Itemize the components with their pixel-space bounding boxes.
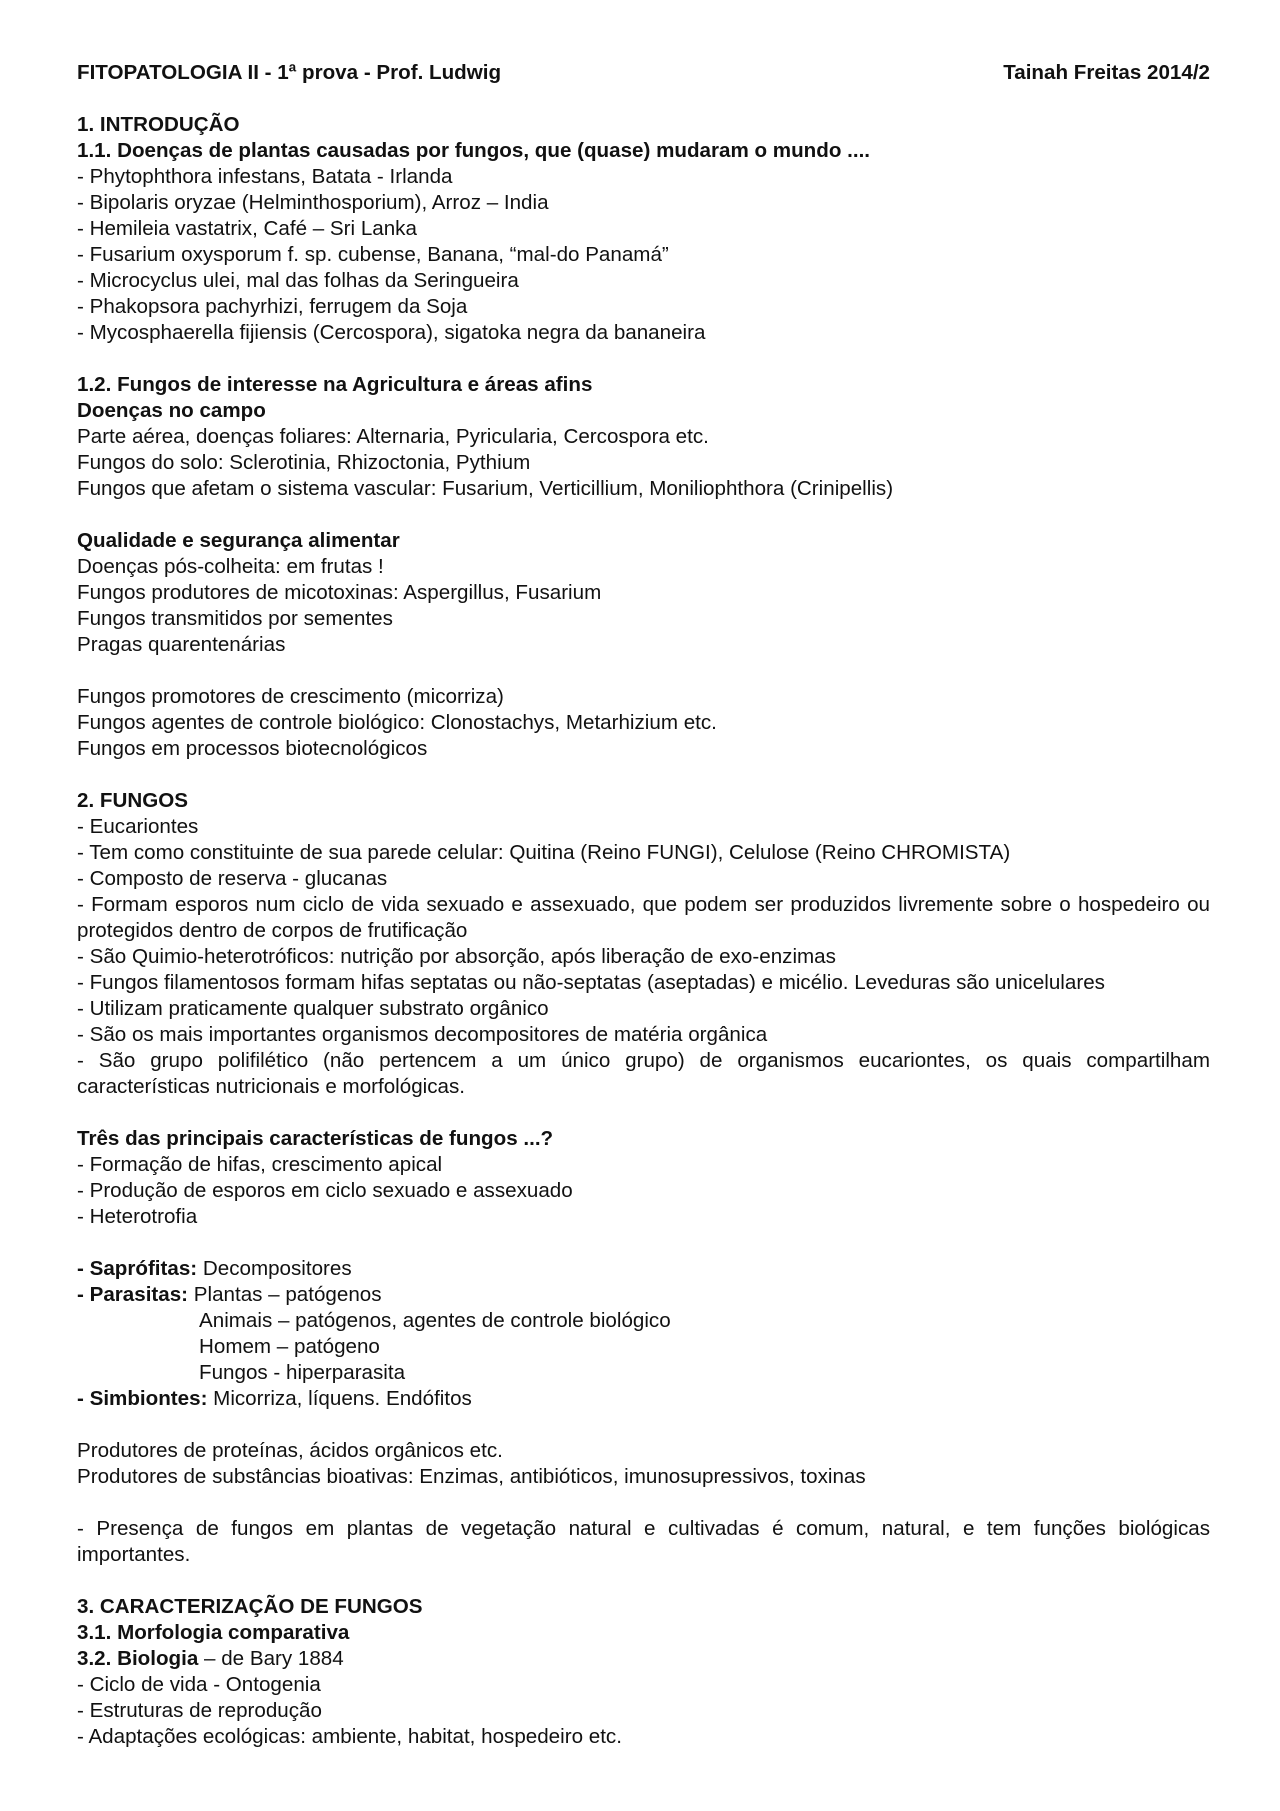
header-author: Tainah Freitas 2014/2 [1003,61,1210,84]
saprofitas-label: - Saprófitas: [77,1257,198,1280]
list-item: Produtores de substâncias bioativas: Enzimas, antibióticos, imunosupressivos, toxinas [77,1465,866,1488]
section-1-1-title: 1.1. Doenças de plantas causadas por fungos, que (quase) mudaram o mundo .... [77,139,871,162]
list-item: - Phytophthora infestans, Batata - Irlanda [77,165,453,188]
list-item: Fungos - hiperparasita [199,1361,406,1384]
saprofitas-line [77,1256,1210,1282]
list-item: Parte aérea, doenças foliares: Alternaria, Pyricularia, Cercospora etc. [77,425,709,448]
subheading-campo: Doenças no campo [77,399,266,422]
list-item: - Mycosphaerella fijiensis (Cercospora), sigatoka negra da bananeira [77,321,706,344]
list-item: - Tem como constituinte de sua parede celular: Quitina (Reino FUNGI), Celulose (Reino CHROMISTA) [77,841,1011,864]
parasitas-text: Plantas – patógenos [188,1283,382,1306]
document-header [77,60,1210,86]
section-1-2-title: 1.2. Fungos de interesse na Agricultura e áreas afins [77,373,593,396]
list-item: - Phakopsora pachyrhizi, ferrugem da Soja [77,295,468,318]
list-item: - São Quimio-heterotróficos: nutrição por absorção, após liberação de exo-enzimas [77,945,836,968]
section-3-2-text: – de Bary 1884 [198,1647,344,1670]
list-item: - Adaptações ecológicas: ambiente, habitat, hospedeiro etc. [77,1725,622,1748]
paragraph-presenca: - Presença de fungos em plantas de vegetação natural e cultivadas é comum, natural, e tem funções biológicas importantes. [77,1517,1210,1566]
section-3-2-title: 3.2. Biologia [77,1647,199,1670]
list-item: Fungos agentes de controle biológico: Clonostachys, Metarhizium etc. [77,711,717,734]
simbiontes-label: - Simbiontes: [77,1387,208,1410]
list-item: Animais – patógenos, agentes de controle biológico [199,1309,671,1332]
list-item: Fungos em processos biotecnológicos [77,737,428,760]
parasitas-label: - Parasitas: [77,1283,189,1306]
list-item: - Composto de reserva - glucanas [77,867,388,890]
document-page [77,60,1210,1750]
list-item: - Hemileia vastatrix, Café – Sri Lanka [77,217,417,240]
section-3-1-title: 3.1. Morfologia comparativa [77,1621,350,1644]
paragraph-polifiletico: - São grupo polifilético (não pertencem a um único grupo) de organismos eucariontes, os quais compartilham características nutricionais e morfológicas. [77,1049,1210,1098]
list-item: Homem – patógeno [199,1335,380,1358]
list-item: - Heterotrofia [77,1205,198,1228]
list-item: - Estruturas de reprodução [77,1699,322,1722]
header-course-title: FITOPATOLOGIA II - 1ª prova - Prof. Ludwig [77,61,502,84]
list-item: Pragas quarentenárias [77,633,286,656]
list-item: - Fusarium oxysporum f. sp. cubense, Banana, “mal-do Panamá” [77,243,669,266]
paragraph-esporos: - Formam esporos num ciclo de vida sexuado e assexuado, que podem ser produzidos livremente sobre o hospedeiro ou protegidos dentro de corpos de frutificação [77,893,1210,942]
simbiontes-text: Micorriza, líquens. Endófitos [207,1387,472,1410]
list-item: - Fungos filamentosos formam hifas septatas ou não-septatas (aseptadas) e micélio. Leveduras são unicelulares [77,971,1105,994]
parasitas-line [77,1282,1210,1308]
list-item: - Ciclo de vida - Ontogenia [77,1673,321,1696]
list-item: Fungos transmitidos por sementes [77,607,393,630]
list-item: - Eucariontes [77,815,199,838]
list-item: Doenças pós-colheita: em frutas ! [77,555,384,578]
list-item: - Utilizam praticamente qualquer substrato orgânico [77,997,549,1020]
section-2-title: 2. FUNGOS [77,789,188,812]
list-item: - Formação de hifas, crescimento apical [77,1153,443,1176]
section-3-title: 3. CARACTERIZAÇÃO DE FUNGOS [77,1595,423,1618]
subheading-tres-caracteristicas: Três das principais características de fungos ...? [77,1127,554,1150]
list-item: - Bipolaris oryzae (Helminthosporium), Arroz – India [77,191,549,214]
list-item: Fungos produtores de micotoxinas: Aspergillus, Fusarium [77,581,602,604]
list-item: Fungos promotores de crescimento (micorriza) [77,685,504,708]
simbiontes-line [77,1386,1210,1412]
saprofitas-text: Decompositores [197,1257,352,1280]
list-item: - São os mais importantes organismos decompositores de matéria orgânica [77,1023,768,1046]
section-1-title: 1. INTRODUÇÃO [77,113,240,136]
list-item: Produtores de proteínas, ácidos orgânicos etc. [77,1439,503,1462]
section-3-2-line [77,1646,1210,1672]
list-item: Fungos do solo: Sclerotinia, Rhizoctonia, Pythium [77,451,531,474]
list-item: - Microcyclus ulei, mal das folhas da Seringueira [77,269,519,292]
list-item: Fungos que afetam o sistema vascular: Fusarium, Verticillium, Moniliophthora (Crinipellis) [77,477,894,500]
list-item: - Produção de esporos em ciclo sexuado e assexuado [77,1179,573,1202]
subheading-qualidade: Qualidade e segurança alimentar [77,529,400,552]
